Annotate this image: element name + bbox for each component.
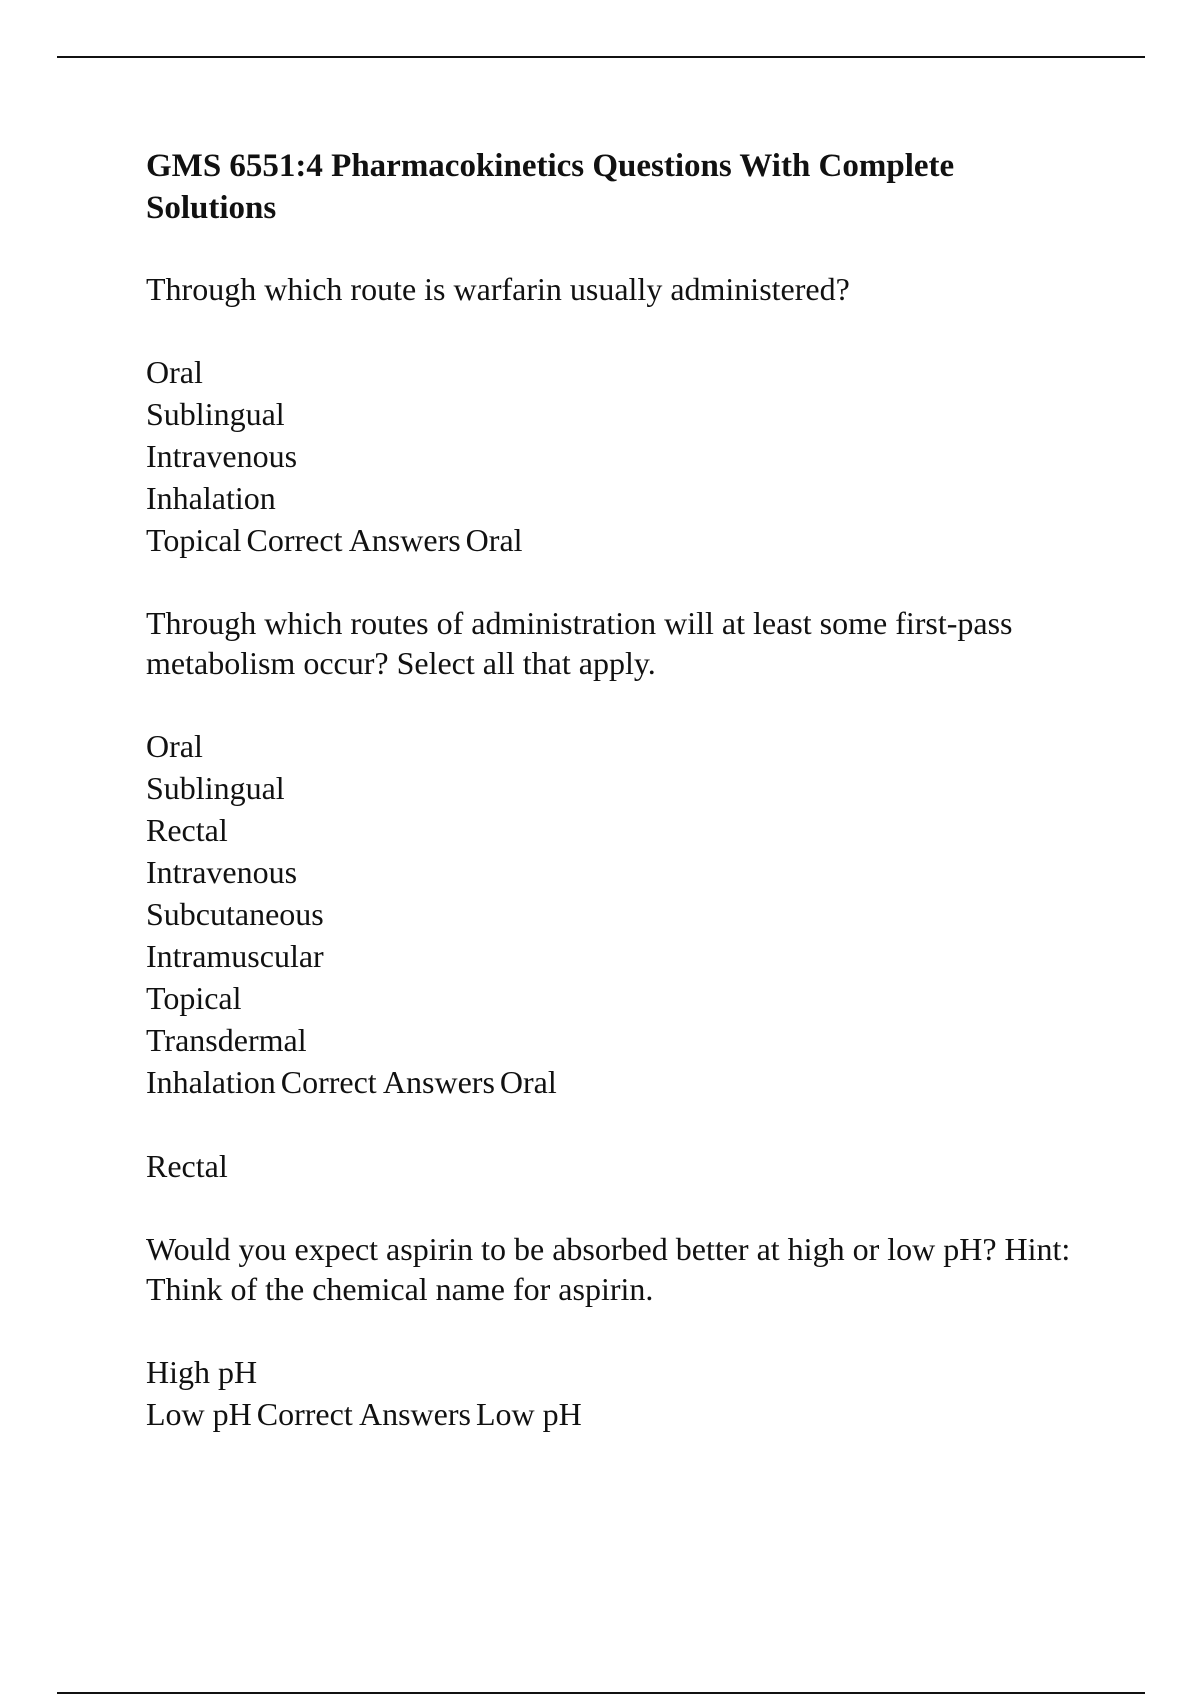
question-3-answer-line [146,1393,1086,1435]
question-3-options [146,1351,1086,1435]
question-1-answer-line [146,519,1086,561]
question-1-options [146,351,1086,561]
question-3: Would you expect aspirin to be absorbed better at high or low pH? Hint: Think of the chemical name for aspirin. [146,1231,1071,1307]
option: Oral [146,354,203,390]
option: Inhalation [146,1064,276,1100]
question-1: Through which route is warfarin usually administered? [146,271,850,307]
document-title: GMS 6551:4 Pharmacokinetics Questions With Complete Solutions [146,148,955,226]
question-2-answer-line [146,1061,1086,1103]
option: Sublingual [146,770,285,806]
option: Transdermal [146,1022,307,1058]
answer-value: Oral [465,522,523,558]
option: Sublingual [146,396,285,432]
question-2-answer-extra: Rectal [146,1148,228,1184]
option: Intravenous [146,438,298,474]
bottom-rule [57,1692,1145,1694]
option: High pH [146,1354,258,1390]
option: Inhalation [146,480,276,516]
document-body [146,145,1086,1477]
question-2: Through which routes of administration will at least some first-pass metabolism occur? Select all that apply. [146,605,1013,681]
option: Rectal [146,812,228,848]
answer-label: Correct Answers [246,522,461,558]
question-2-options [146,725,1086,1103]
answer-value: Oral [499,1064,557,1100]
answer-value: Low pH [475,1396,582,1432]
option: Subcutaneous [146,896,324,932]
answer-label: Correct Answers [256,1396,471,1432]
answer-label: Correct Answers [280,1064,495,1100]
option: Topical [146,980,242,1016]
option: Intramuscular [146,938,324,974]
option: Topical [146,522,242,558]
option: Intravenous [146,854,298,890]
option: Oral [146,728,203,764]
top-rule [57,56,1145,58]
option: Low pH [146,1396,252,1432]
